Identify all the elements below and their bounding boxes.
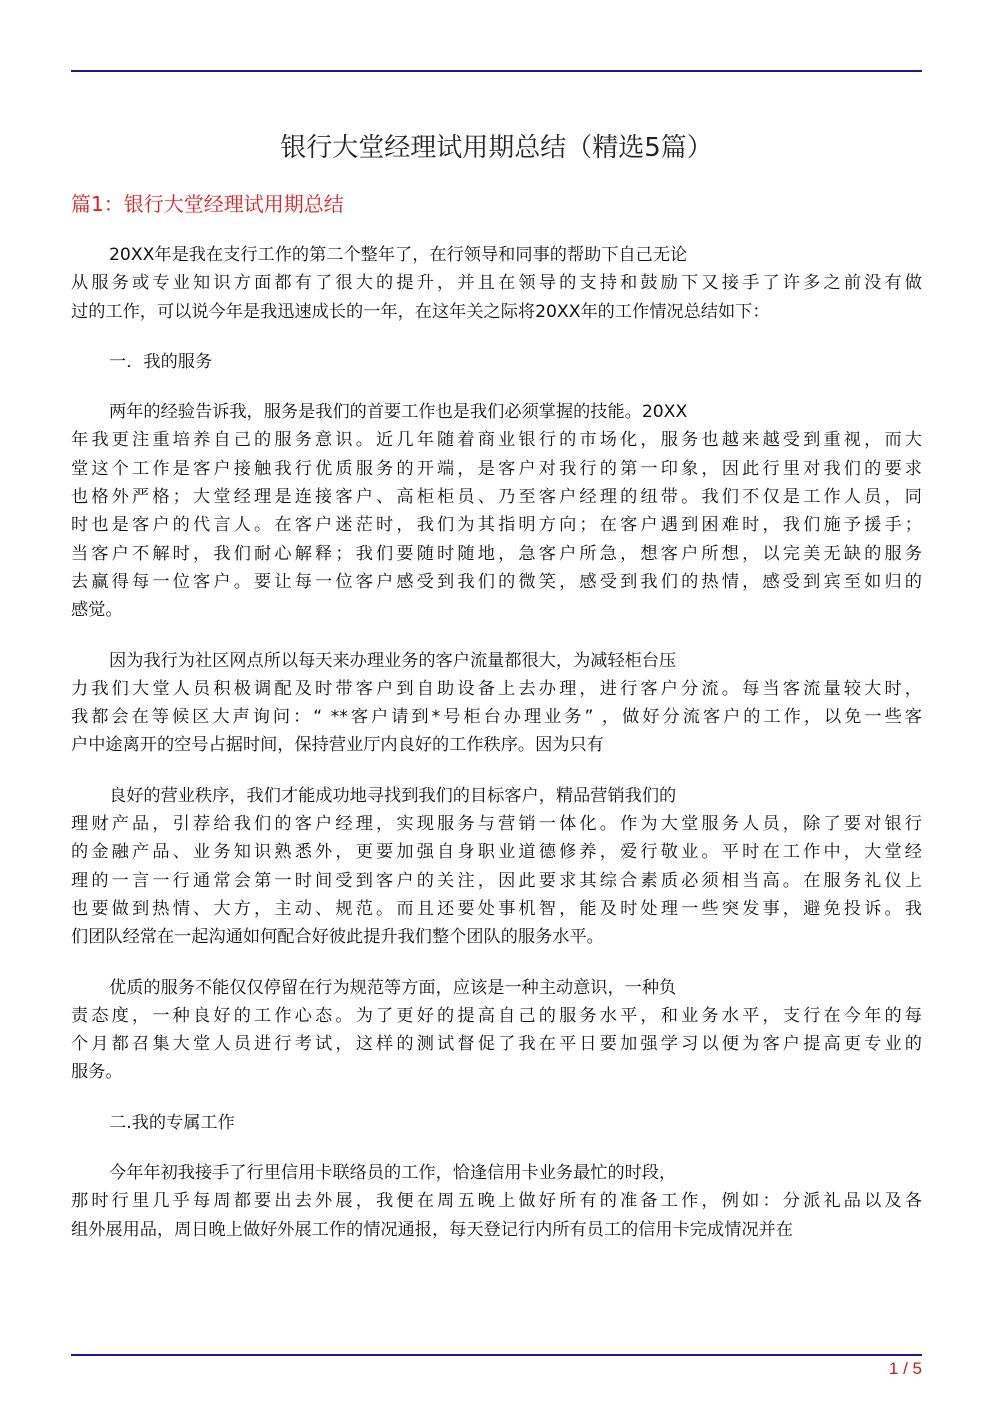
section-heading: 一．我的服务 <box>109 351 213 372</box>
paragraph-line: 服务。 <box>71 1062 123 1083</box>
section-heading: 二.我的专属工作 <box>109 1112 235 1133</box>
paragraph-line: 责态度，一种良好的工作心态。为了更好的提高自己的服务水平，和业务水平，支行在今年的每 <box>71 1005 922 1026</box>
body-paragraph <box>71 974 922 1087</box>
paragraph-line: 过的工作，可以说今年是我迅速成长的一年，在这年关之际将20XX年的工作情况总结如下： <box>71 301 770 322</box>
paragraph-line: 20XX年是我在支行工作的第二个整年了，在行领导和同事的帮助下自己无论 <box>109 245 688 265</box>
paragraph-line: 的金融产品、业务知识熟悉外，更要加强自身职业道德修养，爱行敬业。平时在工作中，大堂经 <box>71 842 922 863</box>
paragraph-line: 从服务或专业知识方面都有了很大的提升，并且在领导的支持和鼓励下又接手了许多之前没有做 <box>71 273 922 294</box>
paragraph-line: 良好的营业秩序，我们才能成功地寻找到我们的目标客户，精品营销我们的 <box>109 785 677 806</box>
paragraph-line: 堂这个工作是客户接触我行优质服务的开端，是客户对我行的第一印象，因此行里对我们的要求 <box>71 458 922 479</box>
paragraph-line: 理财产品，引荐给我们的客户经理，实现服务与营销一体化。作为大堂服务人员，除了要对银行 <box>71 814 922 835</box>
document-title: 银行大堂经理试用期总结（精选5篇） <box>280 133 713 163</box>
header-rule <box>71 70 922 72</box>
paragraph-line: 理的一言一行通常会第一时间受到客户的关注，因此要求其综合素质必须相当高。在服务礼仪上 <box>71 870 922 891</box>
paragraph-line: 们团队经常在一起沟通如何配合好彼此提升我们整个团队的服务水平。 <box>71 927 604 948</box>
paragraph-line: 两年的经验告诉我，服务是我们的首要工作也是我们必须掌握的技能。20XX <box>109 402 688 423</box>
paragraph-line: 也要做到热情、大方，主动、规范。而且还要处事机智，能及时处理一些突发事，避免投诉。我 <box>71 898 922 919</box>
paragraph-line: 去赢得每一位客户。要让每一位客户感受到我们的微笑，感受到我们的热情，感受到宾至如归的 <box>71 571 922 592</box>
paragraph-line: 当客户不解时，我们耐心解释；我们要随时随地，急客户所急，想客户所想，以完美无缺的服务 <box>71 543 922 564</box>
paragraph-line: 户中途离开的空号占据时间，保持营业厅内良好的工作秩序。因为只有 <box>71 735 604 756</box>
paragraph-line: 也格外严格；大堂经理是连接客户、高柜柜员、乃至客户经理的纽带。我们不仅是工作人员，同 <box>71 487 922 508</box>
paragraph-line: 组外展用品，周日晚上做好外展工作的情况通报，每天登记行内所有员工的信用卡完成情况并在 <box>71 1219 793 1240</box>
document-body <box>71 241 922 1266</box>
body-paragraph <box>71 1159 922 1244</box>
paragraph-line: 因为我行为社区网点所以每天来办理业务的客户流量都很大，为减轻柜台压 <box>109 650 677 671</box>
paragraph-line: 时也是客户的代言人。在客户迷茫时，我们为其指明方向；在客户遇到困难时，我们施予援手； <box>71 515 922 536</box>
body-paragraph <box>71 398 922 624</box>
body-paragraph <box>71 647 922 760</box>
paragraph-line: 年我更注重培养自己的服务意识。近几年随着商业银行的市场化，服务也越来越受到重视，而大 <box>71 430 922 451</box>
paragraph-line: 今年年初我接手了行里信用卡联络员的工作，恰逢信用卡业务最忙的时段， <box>109 1163 677 1184</box>
body-paragraph <box>71 782 922 952</box>
footer-rule <box>71 1354 922 1356</box>
chapter-title: 篇1：银行大堂经理试用期总结 <box>71 192 344 216</box>
paragraph-line: 优质的服务不能仅仅停留在行为规范等方面，应该是一种主动意识，一种负 <box>109 977 677 998</box>
paragraph-line: 力我们大堂人员积极调配及时带客户到自助设备上去办理，进行客户分流。每当客流量较大时， <box>71 678 922 699</box>
paragraph-line: 我都会在等候区大声询问：“ **客户请到*号柜台办理业务” ，做好分流客户的工作，以免一些客 <box>71 707 922 728</box>
body-paragraph <box>71 241 922 326</box>
paragraph-line: 那时行里几乎每周都要出去外展，我便在周五晚上做好所有的准备工作，例如：分派礼品以及各 <box>71 1191 922 1212</box>
page-number: 1 / 5 <box>888 1359 922 1378</box>
paragraph-line: 个月都召集大堂人员进行考试，这样的测试督促了我在平日要加强学习以便为客户提高更专业的 <box>71 1034 922 1055</box>
paragraph-line: 感觉。 <box>71 600 123 621</box>
